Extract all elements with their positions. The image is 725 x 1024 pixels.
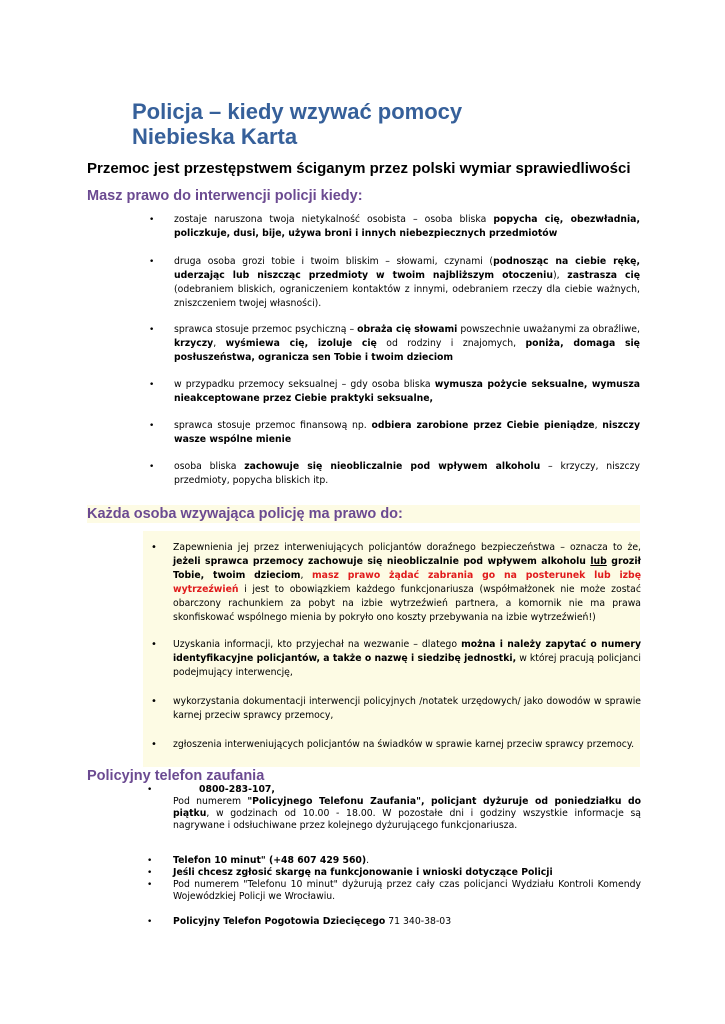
item-text: (odebraniem bliskich, ograniczeniem kontaktów z innymi, odebraniem rzeczy dla ciebie ważnych, zniszczeniem twojej własności). bbox=[174, 284, 640, 309]
bullet-icon: • bbox=[147, 868, 153, 878]
item-text: Pod numerem bbox=[173, 796, 248, 807]
bullet-icon: • bbox=[147, 856, 153, 866]
item-text: – krzyczy, niszczy przedmioty, popycha bliskich itp. bbox=[174, 461, 640, 486]
list-item bbox=[151, 738, 641, 752]
list-item bbox=[173, 796, 641, 832]
item-text: zgłoszenia interweniujących policjantów na świadków w sprawie karnej przeciw sprawcy przemocy. bbox=[173, 739, 635, 750]
item-text: . bbox=[366, 855, 370, 866]
item-text: w której pracują policjanci podejmujący interwencję, bbox=[173, 653, 641, 678]
bullet-icon: • bbox=[149, 380, 155, 390]
item-bold: obraża cię słowami bbox=[357, 324, 458, 335]
bullet-icon: • bbox=[149, 215, 155, 225]
main-heading: Przemoc jest przestępstwem ściganym przez polski wymiar sprawiedliwości bbox=[87, 160, 631, 177]
bullet-icon: • bbox=[151, 696, 157, 707]
bullet-icon: • bbox=[151, 542, 157, 553]
list-item bbox=[147, 855, 641, 867]
bullet-icon: • bbox=[151, 639, 157, 650]
item-bold: wymusza pożycie seksualne, wymusza nieakceptowane przez Ciebie praktyki seksualne, bbox=[174, 379, 641, 404]
section3-heading: Policyjny telefon zaufania bbox=[87, 768, 265, 784]
bullet-icon: • bbox=[149, 421, 155, 431]
item-text: od rodziny i znajomych, bbox=[376, 338, 526, 349]
item-bold: zachowuje się nieobliczalnie pod wpływem alkoholu bbox=[244, 461, 541, 472]
bullet-icon: • bbox=[149, 257, 155, 267]
item-bold: można i należy zapytać o numery identyfikacyjne policjantów, a także o nazwę i siedzibę jednostki, bbox=[173, 639, 641, 664]
item-text: zostaje naruszona twoja nietykalność osobista – osoba bliska bbox=[174, 214, 494, 225]
item-text: Uzyskania informacji, kto przyjechał na wezwanie – dlatego bbox=[173, 639, 462, 650]
item-bold: odbiera zarobione przez Ciebie pieniądze bbox=[371, 420, 595, 431]
item-text: , bbox=[213, 338, 226, 349]
item-bold: wyśmiewa cię, izoluje cię bbox=[225, 338, 377, 349]
list-item bbox=[147, 916, 641, 928]
item-bold: podnosząc na ciebie rękę, uderzając lub niszcząc przedmioty w twoim najbliższym otoczeniu bbox=[174, 256, 640, 281]
item-bold: Policyjny Telefon Pogotowia Dziecięcego bbox=[173, 916, 386, 927]
list-item bbox=[147, 784, 641, 796]
item-bold-underline: lub bbox=[590, 556, 607, 567]
bullet-icon: • bbox=[149, 462, 155, 472]
list-item bbox=[149, 255, 641, 311]
phone-number: Telefon 10 minut" (+48 607 429 560) bbox=[173, 855, 367, 866]
list-item bbox=[151, 638, 641, 680]
item-text: , bbox=[594, 420, 603, 431]
item-bold: krzyczy bbox=[174, 338, 214, 349]
title-line-1: Policja – kiedy wzywać pomocy bbox=[132, 99, 463, 124]
item-text: ), bbox=[552, 270, 568, 281]
page-title bbox=[132, 99, 462, 149]
item-text: , bbox=[300, 570, 312, 581]
list-item bbox=[151, 541, 641, 625]
item-text: Pod numerem "Telefonu 10 minut" dyżurują przez cały czas policjanci Wydziału Kontroli Komendy Wojewódzkiej Policji we Wrocławiu. bbox=[173, 879, 641, 902]
item-text: Zapewnienia jej przez interweniujących policjantów doraźnego bezpieczeństwa – oznacza to że, bbox=[173, 542, 641, 553]
list-item bbox=[149, 323, 640, 365]
phone-number: 0800-283-107, bbox=[199, 784, 275, 795]
item-text: sprawca stosuje przemoc psychiczną – bbox=[174, 324, 358, 335]
bullet-icon: • bbox=[151, 739, 157, 750]
item-bold: jeżeli sprawca przemocy zachowuje się nieobliczalnie pod wpływem alkoholu bbox=[173, 556, 591, 567]
item-text: powszechnie uważanymi za obraźliwe, bbox=[457, 324, 640, 335]
item-text: wykorzystania dokumentacji interwencji policyjnych /notatek urzędowych/ jako dowodów w sprawie karnej przeciw sprawcy przemocy, bbox=[173, 696, 641, 721]
section1-heading: Masz prawo do interwencji policji kiedy: bbox=[87, 188, 363, 204]
bullet-icon: • bbox=[147, 785, 153, 795]
list-item bbox=[147, 879, 641, 903]
item-bold: groził Tobie, twoim dzieciom bbox=[173, 556, 641, 581]
list-item bbox=[149, 419, 640, 447]
item-bold: niszczy wasze wspólne mienie bbox=[174, 420, 640, 445]
item-text: sprawca stosuje przemoc finansową np. bbox=[174, 420, 372, 431]
item-bold: poniża, domaga się posłuszeństwa, ogranicza sen Tobie i twoim dzieciom bbox=[174, 338, 640, 363]
item-text: w przypadku przemocy seksualnej – gdy osoba bliska bbox=[174, 379, 435, 390]
item-text: druga osoba grozi tobie i twoim bliskim – słowami, czynami ( bbox=[174, 256, 494, 267]
item-text: , w godzinach od 10.00 - 18.00. W pozostałe dni i godziny wszystkie informacje są nagrywane i odsłuchiwane przez kolejnego dyżurującego funkcjonariusza. bbox=[173, 808, 641, 831]
item-bold: zastrasza cię bbox=[567, 270, 641, 281]
item-red-bold: masz prawo żądać zabrania go na posterunek lub izbę wytrzeźwień bbox=[173, 570, 641, 595]
bullet-icon: • bbox=[147, 880, 153, 890]
list-item bbox=[149, 460, 640, 488]
item-text: osoba bliska bbox=[174, 461, 245, 472]
item-bold: popycha cię, obezwładnia, policzkuje, dusi, bije, używa broni i innych niebezpiecznych przedmiotów bbox=[174, 214, 640, 239]
title-line-2: Niebieska Karta bbox=[132, 124, 298, 149]
bullet-icon: • bbox=[147, 917, 153, 927]
section2-heading: Każda osoba wzywająca policję ma prawo do: bbox=[87, 505, 640, 523]
bullet-icon: • bbox=[149, 325, 155, 335]
list-item bbox=[151, 695, 641, 723]
item-text: i jest to obowiązkiem każdego funkcjonariusza (współmałżonek nie może zostać obarczony rachunkiem za pobyt na izbie wytrzeźwień partnera, a komornik nie ma prawa skonfiskować wspólnego mienia by pokryło ono koszty przebywania na izbie wytrzeźwień!) bbox=[173, 584, 641, 623]
phone-number: 71 340-38-03 bbox=[385, 916, 452, 927]
list-item bbox=[149, 213, 640, 241]
item-bold: "Policyjnego Telefonu Zaufania", policjant dyżuruje od poniedziałku do piątku bbox=[173, 796, 641, 819]
list-item bbox=[147, 867, 641, 879]
item-bold: Jeśli chcesz zgłosić skargę na funkcjonowanie i wnioski dotyczące Policji bbox=[173, 867, 553, 878]
list-item bbox=[149, 378, 641, 406]
